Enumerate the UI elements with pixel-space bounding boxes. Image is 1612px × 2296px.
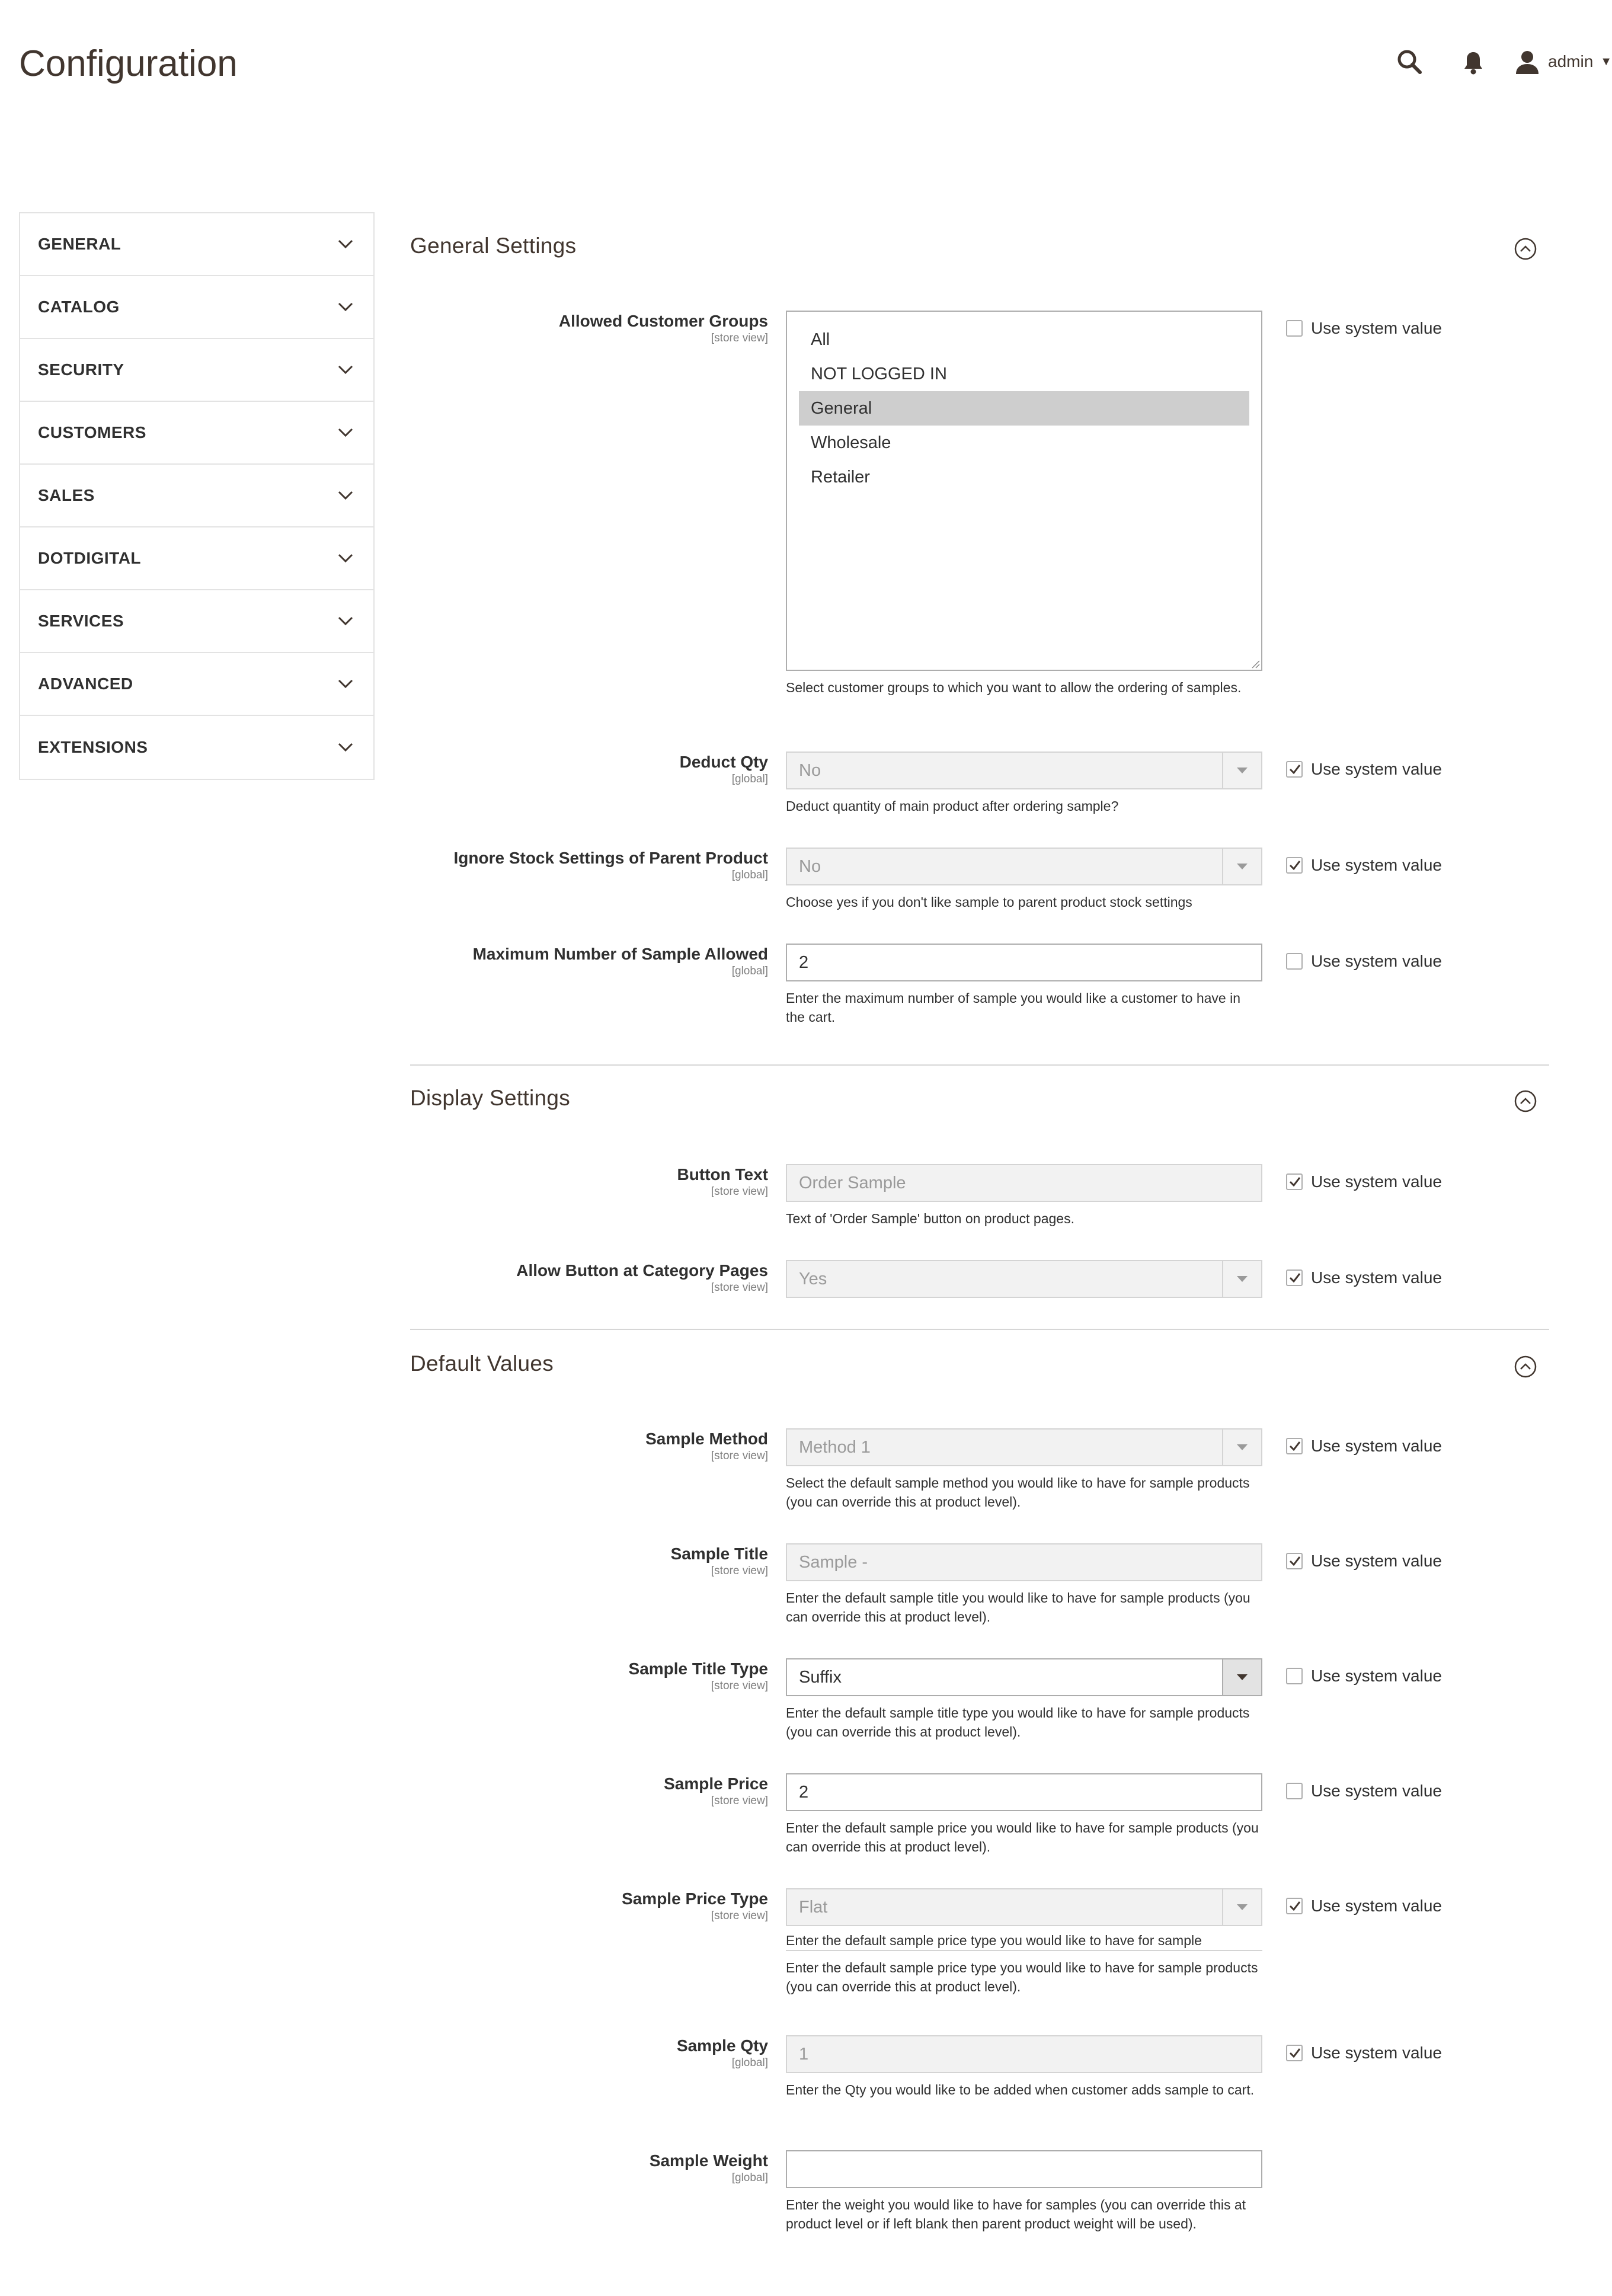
use-system-value-label: Use system value <box>1311 1897 1442 1915</box>
section-title: Default Values <box>410 1351 554 1376</box>
field-control <box>786 1260 1262 1298</box>
field-scope: [store view] <box>711 332 768 344</box>
field-note: Select customer groups to which you want to allow the ordering of samples. <box>786 680 1242 695</box>
section-title: Display Settings <box>410 1086 571 1110</box>
field-control <box>786 1658 1262 1741</box>
field-label-wrap <box>410 2036 768 2070</box>
page-title: Configuration <box>19 43 238 84</box>
checkmark-icon <box>1288 2046 1301 2060</box>
select-value: Yes <box>799 1269 827 1288</box>
field-label: Deduct Qty <box>679 753 768 771</box>
field-note: Choose yes if you don't like sample to parent product stock settings <box>786 894 1192 910</box>
checkbox-checked[interactable] <box>1286 1269 1303 1286</box>
checkmark-icon <box>1288 859 1301 872</box>
caret-down-icon <box>1237 1904 1248 1910</box>
use-system-value-label: Use system value <box>1311 856 1442 874</box>
field-note: Enter the maximum number of sample you would like a customer to have in the cart. <box>786 990 1241 1025</box>
checkmark-icon <box>1288 1440 1301 1453</box>
field-label: Sample Method <box>645 1430 768 1448</box>
use-system-value-label: Use system value <box>1311 1437 1442 1455</box>
checkmark-icon <box>1288 763 1301 776</box>
section-display-settings <box>410 1069 1549 1134</box>
field-label-wrap <box>410 2151 768 2185</box>
field-label-wrap <box>410 1774 768 1808</box>
use-system-value-label: Use system value <box>1311 1172 1442 1191</box>
bell-icon[interactable] <box>1461 50 1485 76</box>
use-system-value-label: Use system value <box>1311 319 1442 337</box>
select-arrow <box>1222 1889 1261 1925</box>
checkmark-icon <box>1288 1271 1301 1284</box>
field-label: Button Text <box>677 1165 768 1184</box>
field-label: Allowed Customer Groups <box>558 312 768 330</box>
multiselect-option-selected[interactable]: General <box>799 391 1249 426</box>
select-value: Flat <box>799 1897 828 1917</box>
field-scope: [store view] <box>711 1565 768 1577</box>
customer-groups-multiselect[interactable] <box>786 311 1262 671</box>
use-system-value-checkbox[interactable] <box>1286 1667 1442 1686</box>
section-divider <box>410 1064 1549 1066</box>
sidebar-item-label: CUSTOMERS <box>38 423 146 442</box>
sidebar-item-label: ADVANCED <box>38 674 133 693</box>
field-scope: [store view] <box>711 1450 768 1462</box>
ignore-stock-select[interactable] <box>786 848 1262 885</box>
use-system-value-label: Use system value <box>1311 952 1442 970</box>
field-note: Enter the default sample title type you would like to have for sample products (you can override this at product level). <box>786 1705 1250 1739</box>
field-label-wrap <box>410 753 768 786</box>
field-note: Deduct quantity of main product after ordering sample? <box>786 798 1119 814</box>
field-control <box>786 2035 1262 2099</box>
field-control <box>786 311 1262 697</box>
checkmark-icon <box>1288 1555 1301 1568</box>
section-header[interactable] <box>410 217 1549 282</box>
collapse-icon[interactable] <box>1514 237 1537 261</box>
sample-weight-input[interactable] <box>786 2150 1262 2188</box>
section-general-settings <box>410 217 1549 282</box>
field-scope: [global] <box>731 773 768 785</box>
select-value: Suffix <box>799 1667 842 1687</box>
field-control <box>786 1164 1262 1228</box>
use-system-value-checkbox[interactable] <box>1286 1437 1442 1456</box>
field-control <box>786 2150 1262 2233</box>
caret-down-icon <box>1237 864 1248 869</box>
field-control <box>786 848 1262 912</box>
field-label: Sample Price <box>664 1774 768 1793</box>
use-system-value-checkbox[interactable] <box>1286 1552 1442 1571</box>
select-arrow <box>1222 753 1261 788</box>
field-label-wrap <box>410 1544 768 1578</box>
sample-price-type-select[interactable] <box>786 1888 1262 1926</box>
checkbox-unchecked[interactable] <box>1286 1783 1303 1799</box>
field-note: Enter the default sample price you would like to have for sample products (you can override this at product level). <box>786 1820 1259 1854</box>
checkbox-checked[interactable] <box>1286 1553 1303 1569</box>
checkbox-unchecked[interactable] <box>1286 953 1303 970</box>
field-note: Select the default sample method you would like to have for sample products (you can override this at product level). <box>786 1475 1250 1510</box>
select-value: No <box>799 856 821 876</box>
use-system-value-checkbox[interactable] <box>1286 2044 1442 2062</box>
use-system-value-label: Use system value <box>1311 1552 1442 1570</box>
field-label-wrap <box>410 1430 768 1463</box>
user-menu[interactable] <box>1515 47 1612 76</box>
checkbox-unchecked[interactable] <box>1286 320 1303 337</box>
caret-down-icon: ▼ <box>1600 55 1612 68</box>
chevron-down-icon <box>338 616 353 626</box>
chevron-down-icon <box>338 491 353 500</box>
sidebar-item-label: SECURITY <box>38 360 124 379</box>
use-system-value-checkbox[interactable] <box>1286 1172 1442 1191</box>
field-label: Sample Price Type <box>622 1889 768 1908</box>
checkmark-icon <box>1288 1900 1301 1913</box>
checkbox-unchecked[interactable] <box>1286 1668 1303 1684</box>
sidebar-item-label: DOTDIGITAL <box>38 549 142 567</box>
sidebar-item-dotdigital[interactable] <box>20 527 373 590</box>
field-note-overlap: Enter the default sample price type you would like to have for sample <box>786 1931 1262 1951</box>
sample-title-type-select[interactable] <box>786 1658 1262 1696</box>
checkbox-checked[interactable] <box>1286 761 1303 778</box>
sample-price-input[interactable]: 2 <box>786 1773 1262 1811</box>
sidebar-item-catalog[interactable] <box>20 276 373 339</box>
use-system-value-checkbox[interactable] <box>1286 319 1442 338</box>
use-system-value-label: Use system value <box>1311 1268 1442 1287</box>
sample-title-input[interactable]: Sample - <box>786 1543 1262 1581</box>
field-label-wrap <box>410 1165 768 1198</box>
sample-qty-input[interactable]: 1 <box>786 2035 1262 2073</box>
checkbox-checked[interactable] <box>1286 1898 1303 1914</box>
select-value: No <box>799 760 821 780</box>
field-label-wrap <box>410 1261 768 1294</box>
allow-category-select[interactable] <box>786 1260 1262 1298</box>
field-label: Sample Qty <box>676 2036 768 2055</box>
checkmark-icon <box>1288 1175 1301 1188</box>
sidebar-item-extensions[interactable] <box>20 716 373 779</box>
field-control <box>786 752 1262 816</box>
chevron-down-icon <box>338 239 353 249</box>
field-label: Allow Button at Category Pages <box>516 1261 768 1280</box>
field-control <box>786 1428 1262 1511</box>
checkbox-checked[interactable] <box>1286 2045 1303 2061</box>
chevron-down-icon <box>338 743 353 752</box>
field-scope: [global] <box>731 869 768 881</box>
search-icon[interactable] <box>1396 49 1422 75</box>
sidebar-item-general[interactable] <box>20 213 373 276</box>
field-label: Sample Weight <box>649 2151 768 2170</box>
field-scope: [global] <box>731 2172 768 2184</box>
use-system-value-label: Use system value <box>1311 2044 1442 2062</box>
use-system-value-label: Use system value <box>1311 1782 1442 1800</box>
sidebar-item-customers[interactable] <box>20 402 373 465</box>
caret-down-icon <box>1237 1674 1248 1680</box>
sidebar-item-sales[interactable] <box>20 465 373 527</box>
field-label: Sample Title <box>670 1544 768 1563</box>
resize-grip-icon[interactable] <box>1250 659 1260 669</box>
field-scope: [store view] <box>711 1680 768 1692</box>
multiselect-option[interactable]: All <box>811 330 830 349</box>
field-label-wrap <box>410 1889 768 1923</box>
field-scope: [global] <box>731 2057 768 2069</box>
use-system-value-checkbox[interactable] <box>1286 760 1442 779</box>
user-icon <box>1515 49 1540 74</box>
sample-method-select[interactable] <box>786 1428 1262 1466</box>
use-system-value-label: Use system value <box>1311 760 1442 778</box>
field-scope: [store view] <box>711 1185 768 1198</box>
chevron-down-icon <box>338 302 353 312</box>
use-system-value-checkbox[interactable] <box>1286 856 1442 875</box>
checkbox-checked[interactable] <box>1286 857 1303 874</box>
max-samples-input[interactable]: 2 <box>786 944 1262 981</box>
multiselect-option[interactable]: Retailer <box>811 467 870 487</box>
chevron-down-icon <box>338 365 353 375</box>
sidebar-item-security[interactable] <box>20 339 373 402</box>
section-header[interactable] <box>410 1069 1549 1134</box>
field-note: Enter the default sample title you would like to have for sample products (you can override this at product level). <box>786 1590 1250 1625</box>
field-label: Sample Title Type <box>628 1659 768 1678</box>
caret-down-icon <box>1237 1276 1248 1282</box>
select-value: Method 1 <box>799 1437 871 1457</box>
field-scope: [store view] <box>711 1795 768 1807</box>
sidebar-item-label: CATALOG <box>38 298 120 316</box>
caret-down-icon <box>1237 768 1248 773</box>
select-arrow <box>1222 1261 1261 1297</box>
use-system-value-checkbox[interactable] <box>1286 1897 1442 1916</box>
field-control <box>786 1543 1262 1626</box>
field-note: Enter the default sample price type you would like to have for sample products (you can override this at product level). <box>786 1960 1258 1994</box>
field-label-wrap <box>410 1659 768 1693</box>
section-divider <box>410 1329 1549 1330</box>
chevron-down-icon <box>338 554 353 563</box>
field-label-wrap <box>410 849 768 882</box>
checkbox-checked[interactable] <box>1286 1438 1303 1454</box>
sidebar-item-label: SERVICES <box>38 612 124 630</box>
use-system-value-checkbox[interactable] <box>1286 1268 1442 1287</box>
checkbox-checked[interactable] <box>1286 1173 1303 1190</box>
header-actions <box>1218 44 1612 79</box>
section-default-values <box>410 1335 1549 1400</box>
field-scope: [store view] <box>711 1910 768 1922</box>
field-control <box>786 1773 1262 1856</box>
field-control <box>786 1888 1262 1996</box>
sidebar-item-label: EXTENSIONS <box>38 738 148 756</box>
select-arrow <box>1222 1430 1261 1465</box>
field-note: Text of 'Order Sample' button on product pages. <box>786 1211 1074 1226</box>
sidebar-item-advanced[interactable] <box>20 653 373 716</box>
multiselect-option[interactable]: Wholesale <box>811 433 891 452</box>
sidebar-item-label: GENERAL <box>38 235 121 253</box>
field-label-wrap <box>410 945 768 978</box>
use-system-value-checkbox[interactable] <box>1286 952 1442 971</box>
select-arrow <box>1222 1659 1261 1695</box>
chevron-down-icon <box>338 428 353 437</box>
button-text-input[interactable]: Order Sample <box>786 1164 1262 1202</box>
collapse-icon[interactable] <box>1514 1355 1537 1379</box>
config-sidebar <box>19 212 375 780</box>
use-system-value-checkbox[interactable] <box>1286 1782 1442 1801</box>
collapse-icon[interactable] <box>1514 1089 1537 1113</box>
field-control <box>786 944 1262 1027</box>
sidebar-item-services[interactable] <box>20 590 373 653</box>
deduct-qty-select[interactable] <box>786 752 1262 789</box>
field-scope: [global] <box>731 965 768 977</box>
user-name: admin <box>1548 52 1594 71</box>
chevron-down-icon <box>338 679 353 689</box>
multiselect-option[interactable]: NOT LOGGED IN <box>811 364 947 383</box>
field-label: Ignore Stock Settings of Parent Product <box>453 849 768 867</box>
field-note: Enter the Qty you would like to be added when customer adds sample to cart. <box>786 2082 1255 2097</box>
field-label: Maximum Number of Sample Allowed <box>472 945 768 963</box>
sidebar-item-label: SALES <box>38 486 95 504</box>
field-scope: [store view] <box>711 1281 768 1294</box>
section-title: General Settings <box>410 234 577 258</box>
field-label-wrap <box>410 312 768 345</box>
caret-down-icon <box>1237 1444 1248 1450</box>
select-arrow <box>1222 849 1261 884</box>
field-note: Enter the weight you would like to have for samples (you can override this at product level or if left blank then parent product weight will be used). <box>786 2197 1246 2231</box>
section-header[interactable] <box>410 1335 1549 1400</box>
use-system-value-label: Use system value <box>1311 1667 1442 1685</box>
